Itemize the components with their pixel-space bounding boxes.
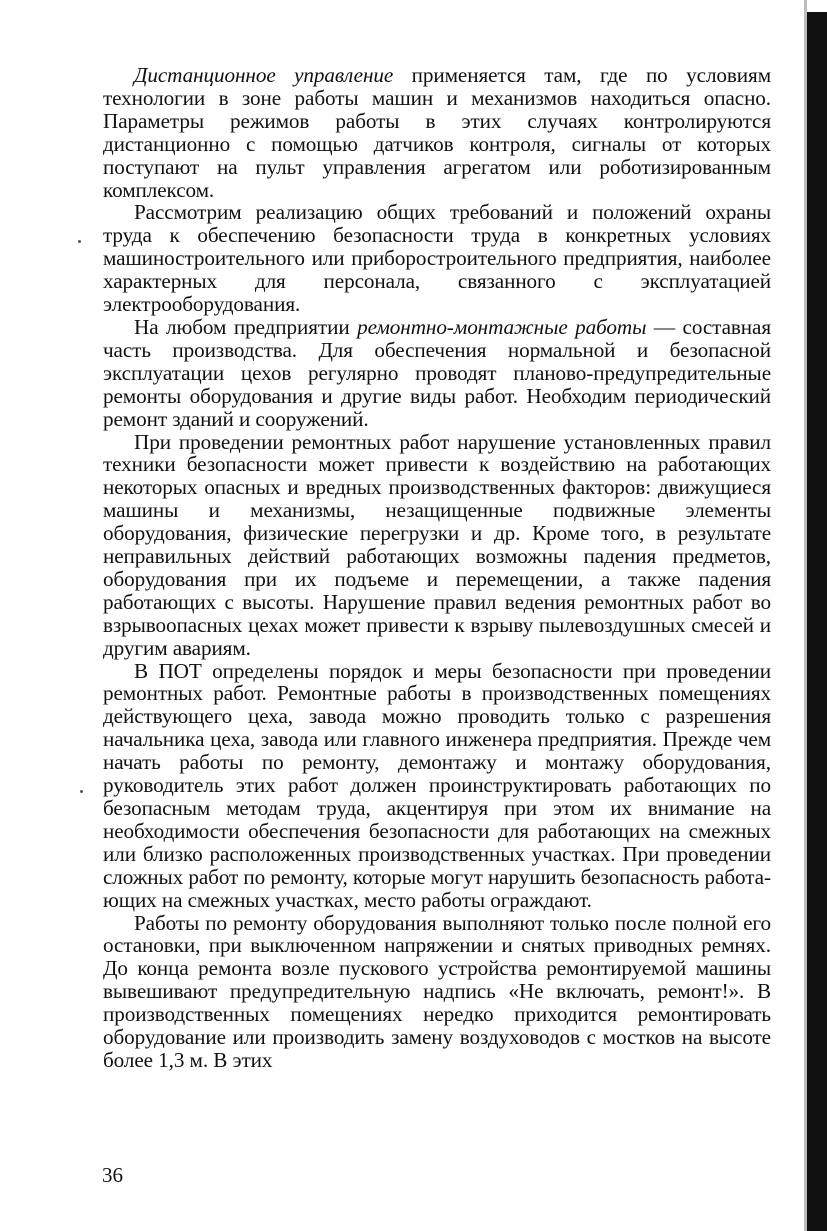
scan-binding-edge — [807, 12, 827, 1231]
paragraph-remote-control — [103, 64, 771, 201]
paragraph-hazard-factors: При проведении ремонтных работ нарушение установленных правил техники безопасности может привести к воздействию на работающих некоторых опасных и вредных производственных факторов: движущиеся машины и механизмы, незащищенные подвижные элементы оборудования, физические перегрузки и др. Кроме того, в результате неправильных действий работающих возможны падения предметов, оборудования при их подъеме и перемещении, а также падения работающих с высоты. Нарушение правил ведения ремонтных работ во взрывоопасных цехах может привести к взрыву пылевоздушных смесей и другим авариям. — [103, 429, 771, 660]
paragraph-text: — составная часть производства. Для обеспечения нормальной и безопасной эксплуатации цехов регулярно проводят планово-предупредительные ремонты оборудования и другие виды работ. Необходим периодический ремонт зданий и сооружений. — [103, 314, 771, 431]
scan-speck — [80, 790, 83, 793]
paragraph-repair-works — [103, 316, 771, 431]
paragraph-equipment-repair: Работы по ремонту оборудования выполняют только после полной его остановки, при выключенном напряжении и снятых приводных ремнях. До конца ремонта возле пускового устройства ремонтируемой машины вывешивают предупредительную надпись «Не включать, ремонт!». В производственных помещениях нередко приходится ремонтировать оборудование или производить замену воздуховодов с мостков на высоте более 1,3 м. В этих — [103, 910, 771, 1072]
page-body — [103, 64, 771, 1072]
scan-speck — [78, 240, 81, 243]
term-remote-control: Дистанционное управление — [134, 63, 394, 87]
paragraph-general-requirements: Рассмотрим реализацию общих требований и положений охраны труда к обеспечению безопасности труда в конкретных условиях машиностроительного или приборостроительного предприятия, наиболее характерных для персонала, связанного с эксплуатацией электрооборудования. — [103, 200, 771, 317]
paragraph-text: применяется там, где по условиям технологии в зоне работы машин и механизмов находиться опасно. Параметры режимов работы в этих случаях контролируются дистанционно с помощью датчиков контроля, сигналы от которых поступают на пульт управления агрегатом или роботизированным комплексом. — [103, 63, 772, 202]
term-repair-works: ремонтно-монтажные работы — [357, 314, 647, 339]
paragraph-text: На любом предприятии — [134, 314, 358, 339]
paragraph-safety-rules: В ПОТ определены порядок и меры безопасности при проведении ремонтных работ. Ремонтные работы в производственных помещениях действующего цеха, завода можно проводить только с разрешения начальника цеха, завода или главного инженера предприятия. Прежде чем начать работы по ремонту, демонтажу и монтажу оборудования, руководитель этих работ должен проинструктировать работающих по безопасным методам труда, акцентируя при этом их внимание на необходимости обеспечения безопасности для работающих на смежных или близко расположенных производственных участках. При проведении сложных работ по ремонту, которые могут нарушить безопасность работающих на смежных участках, место работы ограждают. — [103, 658, 771, 912]
page-number: 36 — [102, 1163, 123, 1187]
